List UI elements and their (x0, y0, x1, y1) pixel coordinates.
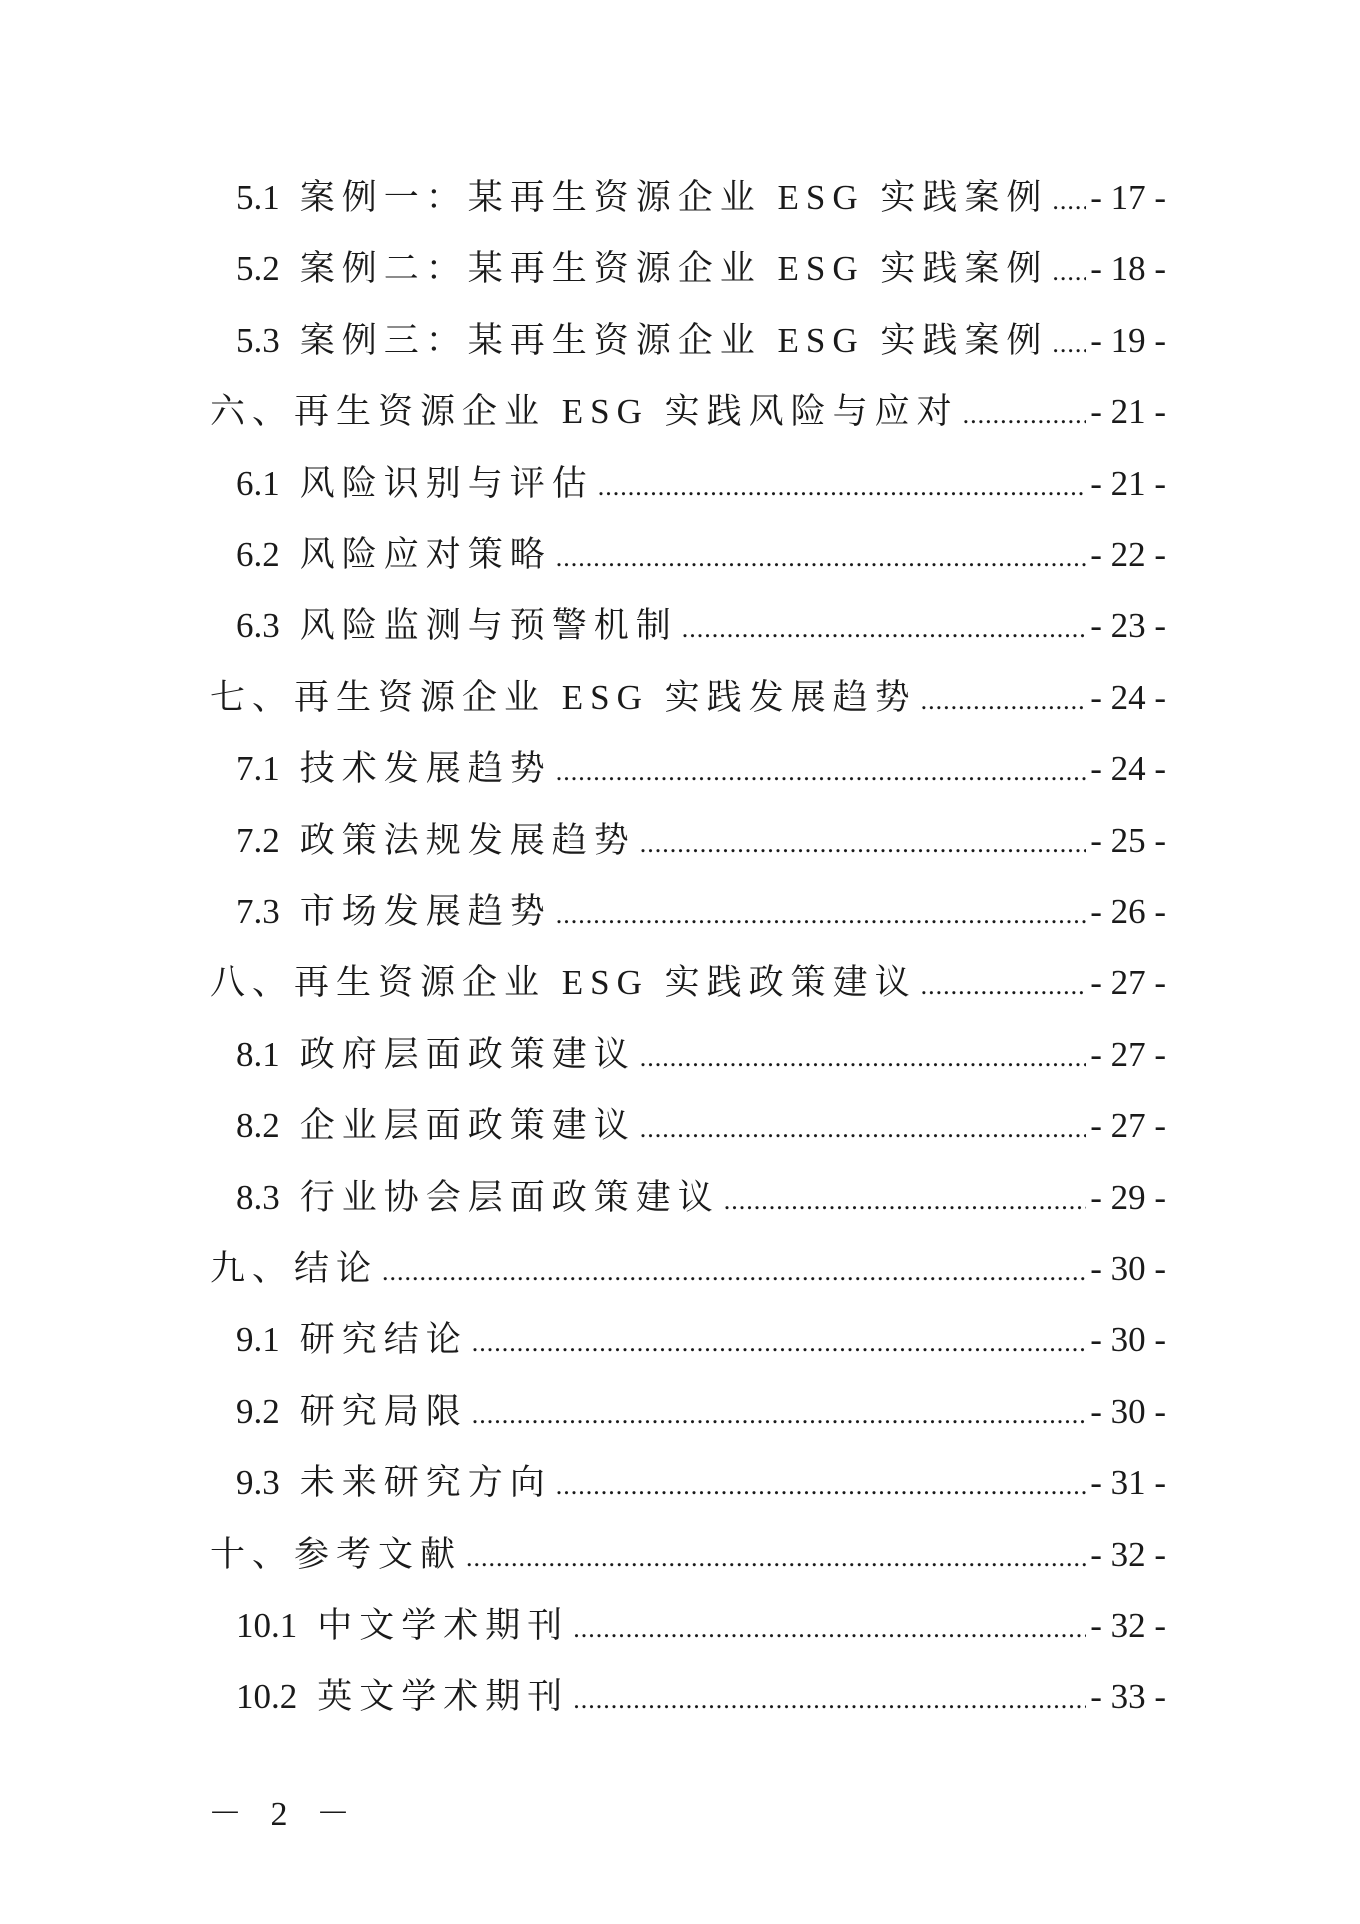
toc-entry-title: 风险识别与评估 (299, 463, 594, 503)
toc-entry[interactable] (236, 1596, 1166, 1656)
toc-entry[interactable] (236, 311, 1166, 371)
toc-entry-page: - 21 - (1090, 463, 1166, 503)
toc-entry-title: 案例一：某再生资源企业 ESG 实践案例 (299, 178, 1049, 217)
toc-entry-title: 六、再生资源企业 ESG 实践风险与应对 (210, 392, 959, 432)
toc-entry-title: 研究局限 (299, 1391, 468, 1431)
toc-entry-title: 政府层面政策建议 (299, 1034, 636, 1074)
toc-dot-leader (640, 811, 1086, 874)
toc-entry-page: - 24 - (1090, 677, 1166, 717)
toc-entry-title: 研究结论 (299, 1320, 468, 1360)
toc-entry[interactable] (210, 1525, 1166, 1585)
toc-dot-leader (382, 1239, 1086, 1302)
toc-dot-leader (1052, 168, 1086, 231)
toc-entry[interactable] (236, 239, 1166, 299)
page-number-footer: － 2 － (208, 1796, 360, 1833)
toc-entry-page: - 18 - (1090, 249, 1166, 289)
toc-entry-page: - 24 - (1090, 749, 1166, 789)
toc-entry-title: 技术发展趋势 (299, 749, 552, 789)
toc-entry[interactable] (236, 596, 1166, 656)
toc-entry[interactable] (236, 882, 1166, 942)
toc-entry-number: 5.3 (236, 320, 280, 360)
toc-entry-page: - 30 - (1090, 1320, 1166, 1360)
toc-entry-number: 5.1 (236, 178, 280, 217)
toc-entry-number: 7.1 (236, 749, 280, 789)
toc-dot-leader (472, 1310, 1086, 1373)
toc-dot-leader (682, 596, 1086, 659)
toc-entry-page: - 27 - (1090, 1106, 1166, 1146)
toc-dot-leader (921, 953, 1087, 1016)
toc-dot-leader (556, 1453, 1086, 1516)
toc-entry-title: 案例二：某再生资源企业 ESG 实践案例 (299, 249, 1049, 289)
toc-entry-number: 9.1 (236, 1320, 280, 1360)
toc-entry[interactable] (210, 668, 1166, 728)
toc-entry-title: 中文学术期刊 (317, 1606, 570, 1645)
toc-entry-number: 7.2 (236, 820, 280, 860)
toc-entry-number: 9.2 (236, 1391, 280, 1431)
toc-entry[interactable] (236, 1025, 1166, 1085)
toc-entry-page: - 32 - (1090, 1606, 1166, 1645)
toc-entry[interactable] (236, 525, 1166, 585)
toc-entry-page: - 17 - (1090, 178, 1166, 217)
toc-entry-page: - 25 - (1090, 820, 1166, 860)
toc-entry-title: 未来研究方向 (299, 1463, 552, 1503)
toc-entry[interactable] (236, 811, 1166, 871)
toc-dot-leader (640, 1096, 1086, 1159)
toc-entry[interactable] (210, 1239, 1166, 1299)
toc-dot-leader (556, 882, 1086, 945)
toc-entry-page: - 23 - (1090, 606, 1166, 646)
toc-dot-leader (556, 525, 1086, 588)
toc-entry-title: 案例三：某再生资源企业 ESG 实践案例 (299, 320, 1049, 360)
toc-dot-leader (573, 1596, 1086, 1659)
toc-dot-leader (921, 668, 1087, 731)
toc-entry-title: 八、再生资源企业 ESG 实践政策建议 (210, 963, 917, 1003)
toc-dot-leader (1052, 311, 1086, 374)
toc-entry-title: 风险应对策略 (299, 535, 552, 574)
toc-entry-number: 8.3 (236, 1177, 280, 1217)
toc-entry[interactable] (236, 1667, 1166, 1727)
toc-entry-page: - 22 - (1090, 535, 1166, 574)
toc-entry-title: 市场发展趋势 (299, 892, 552, 931)
toc-entry-page: - 29 - (1090, 1177, 1166, 1217)
toc-dot-leader (573, 1667, 1086, 1730)
toc-dot-leader (724, 1168, 1086, 1231)
toc-dot-leader (598, 454, 1086, 517)
toc-entry-page: - 27 - (1090, 1034, 1166, 1074)
toc-entry-page: - 31 - (1090, 1463, 1166, 1503)
toc-entry-title: 风险监测与预警机制 (299, 606, 678, 646)
toc-entry[interactable] (236, 1096, 1166, 1156)
toc-entry-page: - 30 - (1090, 1249, 1166, 1288)
toc-entry[interactable] (236, 1453, 1166, 1513)
toc-dot-leader (472, 1382, 1086, 1445)
toc-dot-leader (640, 1025, 1086, 1088)
toc-entry-number: 10.1 (236, 1606, 298, 1645)
toc-entry-number: 7.3 (236, 892, 280, 931)
toc-entry-title: 九、结论 (210, 1249, 379, 1288)
toc-entry[interactable] (210, 953, 1166, 1013)
toc-entry-title: 企业层面政策建议 (299, 1106, 636, 1146)
toc-entry-page: - 32 - (1090, 1534, 1166, 1574)
toc-dot-leader (466, 1525, 1086, 1588)
toc-entry-page: - 21 - (1090, 392, 1166, 432)
toc-entry[interactable] (236, 1310, 1166, 1370)
toc-entry[interactable] (236, 1168, 1166, 1228)
toc-entry-number: 8.1 (236, 1034, 280, 1074)
toc-entry[interactable] (236, 739, 1166, 799)
toc-entry[interactable] (236, 168, 1166, 228)
toc-entry-page: - 27 - (1090, 963, 1166, 1003)
toc-dot-leader (556, 739, 1086, 802)
toc-entry-page: - 30 - (1090, 1391, 1166, 1431)
toc-entry[interactable] (236, 1382, 1166, 1442)
toc-entry-title: 七、再生资源企业 ESG 实践发展趋势 (210, 677, 917, 717)
toc-entry-number: 6.1 (236, 463, 280, 503)
toc-entry[interactable] (236, 454, 1166, 514)
toc-entry-title: 十、参考文献 (210, 1534, 463, 1574)
toc-entry-number: 5.2 (236, 249, 280, 289)
toc-entry-title: 政策法规发展趋势 (299, 820, 636, 860)
toc-entry-title: 英文学术期刊 (317, 1677, 570, 1717)
toc-entry-number: 6.2 (236, 535, 280, 574)
toc-entry-page: - 33 - (1090, 1677, 1166, 1717)
toc-entry-number: 9.3 (236, 1463, 280, 1503)
toc-entry[interactable] (210, 382, 1166, 442)
toc-entry-title: 行业协会层面政策建议 (299, 1177, 720, 1217)
toc-dot-leader (963, 382, 1087, 445)
toc-entry-number: 8.2 (236, 1106, 280, 1146)
toc-entry-number: 10.2 (236, 1677, 298, 1717)
toc-dot-leader (1052, 239, 1086, 302)
toc-entry-page: - 19 - (1090, 320, 1166, 360)
toc-entry-page: - 26 - (1090, 892, 1166, 931)
toc-entry-number: 6.3 (236, 606, 280, 646)
